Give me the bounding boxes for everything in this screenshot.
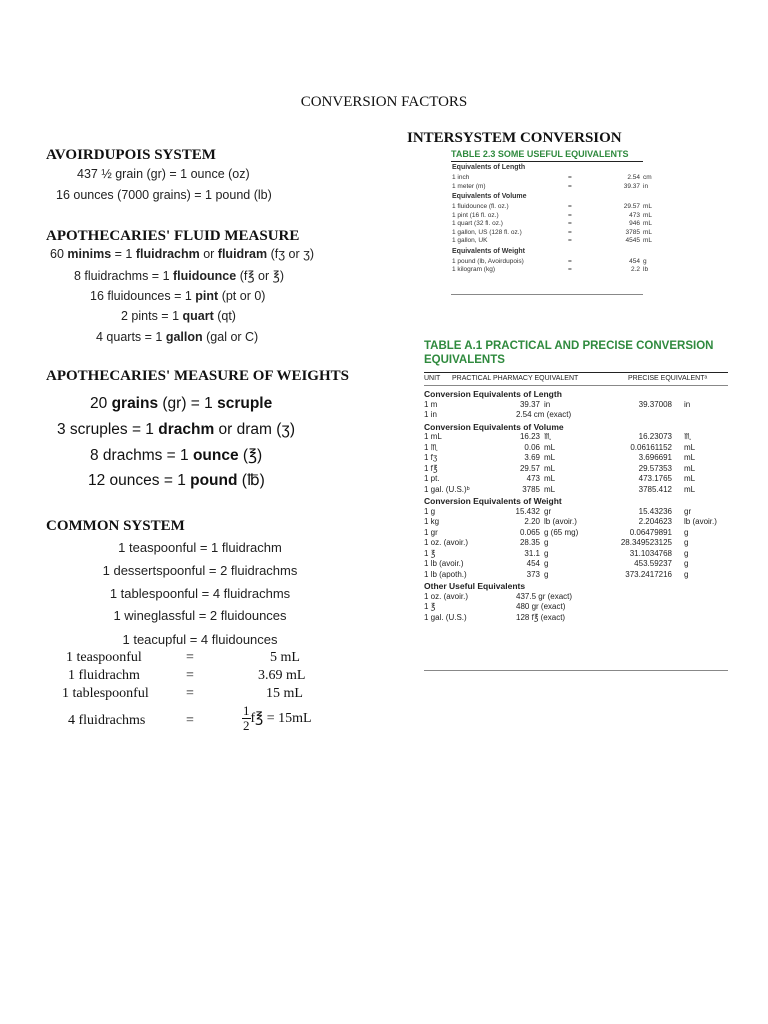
- table1-row-label: 1 meter (m): [452, 182, 486, 190]
- equals-sign: =: [186, 650, 194, 665]
- table2-title-line2: EQUIVALENTS: [424, 354, 505, 366]
- common-heading: COMMON SYSTEM: [46, 518, 185, 534]
- table1-row-value: 2.2: [630, 266, 640, 273]
- table2-row-precise-unit: ♏: [684, 432, 692, 441]
- table1-row-unit: in: [643, 182, 649, 190]
- table2-row-precise: 453.59237: [634, 559, 672, 568]
- table2-row-unit: 1 lb (avoir.): [424, 559, 464, 568]
- table2-section-heading: Conversion Equivalents of Weight: [424, 496, 562, 506]
- table2-row-practical-unit: g (65 mg): [544, 527, 579, 537]
- table2-row-unit: 1 lb (apoth.): [424, 569, 467, 579]
- table1-row-unit: mL: [643, 211, 653, 219]
- table1-row-value: 454: [629, 257, 640, 265]
- table1-row-value: 29.57: [623, 203, 640, 210]
- table2-row-practical: 473: [526, 474, 540, 483]
- table2-row-precise-unit: gr: [684, 506, 692, 516]
- table2-section-heading: Conversion Equivalents of Volume: [424, 421, 564, 432]
- table2-row-practical: 373: [526, 569, 540, 579]
- table1-row-value: 946: [629, 220, 640, 227]
- table1-section-heading: Equivalents of Weight: [452, 247, 525, 255]
- table2-row-practical: 31.1: [524, 548, 540, 558]
- table2-row-practical-unit: g: [544, 548, 549, 558]
- table2-row-unit: 1 gr: [424, 527, 438, 537]
- table1-row-eq: =: [568, 237, 572, 244]
- table1-title: TABLE 2.3 SOME USEFUL EQUIVALENTS: [451, 149, 629, 159]
- table2-top-rule: [424, 372, 728, 373]
- equivalent-right: 15 mL: [266, 686, 303, 701]
- table1-rule: [451, 161, 643, 162]
- table2-row-practical: 0.065: [519, 527, 540, 537]
- equivalent-right: 5 mL: [270, 650, 300, 665]
- table1-row-unit: mL: [643, 237, 653, 244]
- table1-row-unit: mL: [643, 228, 653, 236]
- table2-row-precise: 473.1765: [638, 474, 672, 483]
- table2-row-practical: 15.432: [515, 506, 540, 516]
- table2-row-precise-unit: mL: [684, 453, 696, 462]
- apoth-fluid-heading: APOTHECARIES' FLUID MEASURE: [46, 228, 300, 244]
- table1-row-eq: =: [568, 220, 572, 227]
- table2-bottom-rule: [424, 670, 728, 671]
- table1-row-unit: g: [643, 257, 647, 265]
- equals-sign: =: [186, 713, 194, 728]
- table1-section-heading: Equivalents of Length: [452, 164, 526, 171]
- apoth-weight-heading: APOTHECARIES' MEASURE OF WEIGHTS: [46, 368, 349, 384]
- table2-section-heading: Other Useful Equivalents: [424, 581, 526, 591]
- common-line: 1 tablespoonful = 4 fluidrachms: [109, 586, 291, 601]
- table2-row-precise-unit: g: [684, 538, 689, 547]
- table2-row-unit: 1 m: [424, 399, 438, 409]
- table2-row-practical-unit: g: [544, 559, 549, 568]
- table2-row-practical: 3785: [522, 484, 540, 494]
- table2-row-precise: 2.204623: [638, 517, 672, 526]
- table2-row-unit: 1 pt.: [424, 474, 440, 483]
- table2-row-precise: 3.696691: [638, 453, 672, 462]
- table2-row-practical-unit: ♏: [544, 432, 552, 441]
- table1-bottom-rule: [451, 294, 643, 295]
- table2-row-precise: 3785.412: [638, 484, 672, 494]
- table2-row-precise: 29.57353: [638, 463, 672, 473]
- apoth-fluid-line: 16 fluidounces = 1 pint (pt or 0): [90, 289, 266, 303]
- apoth-weight-line: 20 grains (gr) = 1 scruple: [90, 395, 273, 412]
- table2-row-practical: 454: [526, 559, 540, 568]
- table2-row-practical: 480 gr (exact): [516, 602, 566, 611]
- table2-row-precise-unit: g: [684, 548, 689, 558]
- table2-row-unit: 1 kg: [424, 517, 440, 526]
- table2-row-precise: 31.1034768: [629, 548, 672, 558]
- fraction: $\frac{1}{2}$: [243, 703, 250, 733]
- table2-row-precise: 0.06479891: [629, 527, 672, 537]
- table1-row-unit: mL: [643, 220, 653, 227]
- common-line: 1 dessertspoonful = 2 fluidrachms: [102, 563, 298, 578]
- table2-row-practical-unit: mL: [544, 484, 556, 494]
- table2-row-practical-unit: mL: [544, 474, 556, 483]
- table1-row-unit: cm: [643, 174, 652, 181]
- table2-row-practical-unit: gr: [544, 506, 552, 516]
- table1-row-unit: mL: [643, 203, 653, 210]
- table1-row-value: 3785: [625, 228, 640, 236]
- table1-row-label: 1 pint (16 fl. oz.): [452, 211, 499, 219]
- table2-row-precise: 373.2417216: [625, 569, 672, 579]
- avoirdupois-line: 16 ounces (7000 grains) = 1 pound (lb): [56, 188, 272, 202]
- table2-row-unit: 1 oz. (avoir.): [424, 591, 469, 601]
- table2-row-unit: 1 ℥: [424, 548, 436, 558]
- common-line: 1 teacupful = 4 fluidounces: [122, 632, 278, 647]
- table1-row-value: 39.37: [623, 182, 640, 190]
- apoth-fluid-line: 60 minims = 1 fluidrachm or fluidram (fʒ or ʒ): [50, 247, 315, 261]
- table2-row-practical: 28.35: [519, 538, 540, 547]
- table2-row-unit: 1 f℥: [424, 463, 438, 473]
- table2-row-unit: 1 gal. (U.S.)ᵇ: [424, 484, 470, 494]
- table1-row-value: 4545: [625, 237, 640, 244]
- table1-row-label: 1 quart (32 fl. oz.): [452, 220, 503, 227]
- intersystem-heading: INTERSYSTEM CONVERSION: [407, 130, 622, 146]
- apoth-weight-line: 12 ounces = 1 pound (℔): [88, 472, 265, 489]
- equivalent-left: 1 fluidrachm: [68, 668, 140, 683]
- table1-row-unit: lb: [643, 266, 649, 273]
- table2-row-practical-unit: lb (avoir.): [544, 517, 577, 526]
- table2-row-precise-unit: g: [684, 527, 689, 537]
- table1-row-eq: =: [568, 182, 572, 190]
- table2-row-practical-unit: g: [544, 538, 549, 547]
- table2-row-practical: 16.23: [519, 432, 540, 441]
- table1-row-eq: =: [568, 203, 572, 210]
- table1-row-eq: =: [568, 257, 572, 265]
- table2-col-practical: PRACTICAL PHARMACY EQUIVALENT: [452, 375, 579, 382]
- table2-row-practical: 128 f℥ (exact): [516, 612, 566, 622]
- apoth-fluid-line: 4 quarts = 1 gallon (gal or C): [96, 330, 259, 344]
- table2-title-line1: TABLE A.1 PRACTICAL AND PRECISE CONVERSION: [424, 340, 714, 352]
- table2-row-precise-unit: mL: [684, 484, 696, 494]
- table1-row-label: 1 gallon, UK: [452, 237, 488, 244]
- table2-row-unit: 1 ℥: [424, 602, 436, 611]
- table1-row-eq: =: [568, 174, 572, 181]
- table2-row-precise: 15.43236: [638, 506, 672, 516]
- table1-row-label: 1 inch: [452, 174, 470, 181]
- avoirdupois-heading: AVOIRDUPOIS SYSTEM: [46, 147, 216, 163]
- table2-row-precise-unit: g: [684, 569, 689, 579]
- table1-row-value: 473: [629, 211, 640, 219]
- table2-row-practical: 39.37: [519, 399, 540, 409]
- table1-row-label: 1 kilogram (kg): [452, 266, 495, 273]
- table1-row-label: 1 pound (lb, Avoirdupois): [452, 257, 524, 265]
- table2-row-precise-unit: lb (avoir.): [684, 517, 717, 526]
- table2-row-unit: 1 gal. (U.S.): [424, 612, 467, 622]
- table2-header-rule: [424, 385, 728, 386]
- table2-row-practical: 29.57: [519, 463, 540, 473]
- table2-row-unit: 1 g: [424, 506, 436, 516]
- fraction-formula: $\frac{1}{2}$ f℥ = 15mL: [243, 703, 312, 733]
- table2-col-precise: PRECISE EQUIVALENTᵃ: [628, 375, 708, 382]
- table1-row-eq: =: [568, 228, 572, 236]
- apoth-fluid-line: 8 fluidrachms = 1 fluidounce (f℥ or ℥): [74, 269, 284, 283]
- table1-section-heading: Equivalents of Volume: [452, 193, 527, 200]
- table2-row-precise: 28.349523125: [620, 538, 672, 547]
- table2-row-precise-unit: mL: [684, 442, 696, 452]
- table2-row-precise-unit: mL: [684, 463, 696, 473]
- page-title: CONVERSION FACTORS: [300, 94, 468, 110]
- equals-sign: =: [186, 686, 194, 701]
- table2-row-precise-unit: mL: [684, 474, 696, 483]
- table2-row-practical: 2.54 cm (exact): [516, 410, 572, 419]
- table2-row-precise-unit: g: [684, 559, 689, 568]
- table1-row-eq: =: [568, 266, 572, 273]
- table1-row-value: 2.54: [627, 174, 640, 181]
- table2-row-practical: 3.69: [524, 453, 540, 462]
- equivalent-right: 3.69 mL: [258, 668, 306, 683]
- avoirdupois-line: 437 ½ grain (gr) = 1 ounce (oz): [77, 167, 250, 181]
- table2-row-precise-unit: in: [684, 399, 691, 409]
- apoth-fluid-line: 2 pints = 1 quart (qt): [121, 309, 236, 323]
- table2-row-practical-unit: in: [544, 399, 551, 409]
- table2-row-practical-unit: g: [544, 569, 549, 579]
- equals-sign: =: [186, 668, 194, 683]
- table2-row-practical: 437.5 gr (exact): [516, 591, 573, 601]
- table1-row-label: 1 gallon, US (128 fl. oz.): [452, 228, 522, 236]
- common-line: 1 teaspoonful = 1 fluidrachm: [118, 540, 282, 555]
- common-line: 1 wineglassful = 2 fluidounces: [113, 608, 287, 623]
- apoth-weight-line: 3 scruples = 1 drachm or dram (ʒ): [57, 421, 296, 438]
- apoth-weight-line: 8 drachms = 1 ounce (℥): [90, 447, 263, 464]
- table2-section-heading: Conversion Equivalents of Length: [424, 389, 562, 399]
- equivalent-left: 4 fluidrachms: [68, 713, 146, 728]
- table2-row-practical: 2.20: [524, 517, 540, 526]
- table2-col-unit: UNIT: [424, 375, 441, 382]
- table1-row-label: 1 fluidounce (fl. oz.): [452, 203, 509, 210]
- table2-row-practical-unit: mL: [544, 453, 556, 462]
- table2-row-unit: 1 oz. (avoir.): [424, 538, 469, 547]
- table2-row-unit: 1 mL: [424, 432, 442, 441]
- table2-row-precise: 16.23073: [638, 432, 672, 441]
- table2-row-unit: 1 fʒ: [424, 453, 438, 462]
- equivalent-left: 1 teaspoonful: [66, 650, 142, 665]
- table2-row-practical-unit: mL: [544, 442, 556, 452]
- table2-row-unit: 1 ♏: [424, 442, 438, 452]
- table2-row-precise: 0.06161152: [630, 442, 672, 452]
- table2-row-practical-unit: mL: [544, 463, 556, 473]
- table1-row-eq: =: [568, 211, 572, 219]
- table2-row-practical: 0.06: [524, 442, 540, 452]
- table2-row-precise: 39.37008: [638, 399, 672, 409]
- equivalent-left: 1 tablespoonful: [62, 686, 149, 701]
- table2-row-unit: 1 in: [424, 410, 437, 419]
